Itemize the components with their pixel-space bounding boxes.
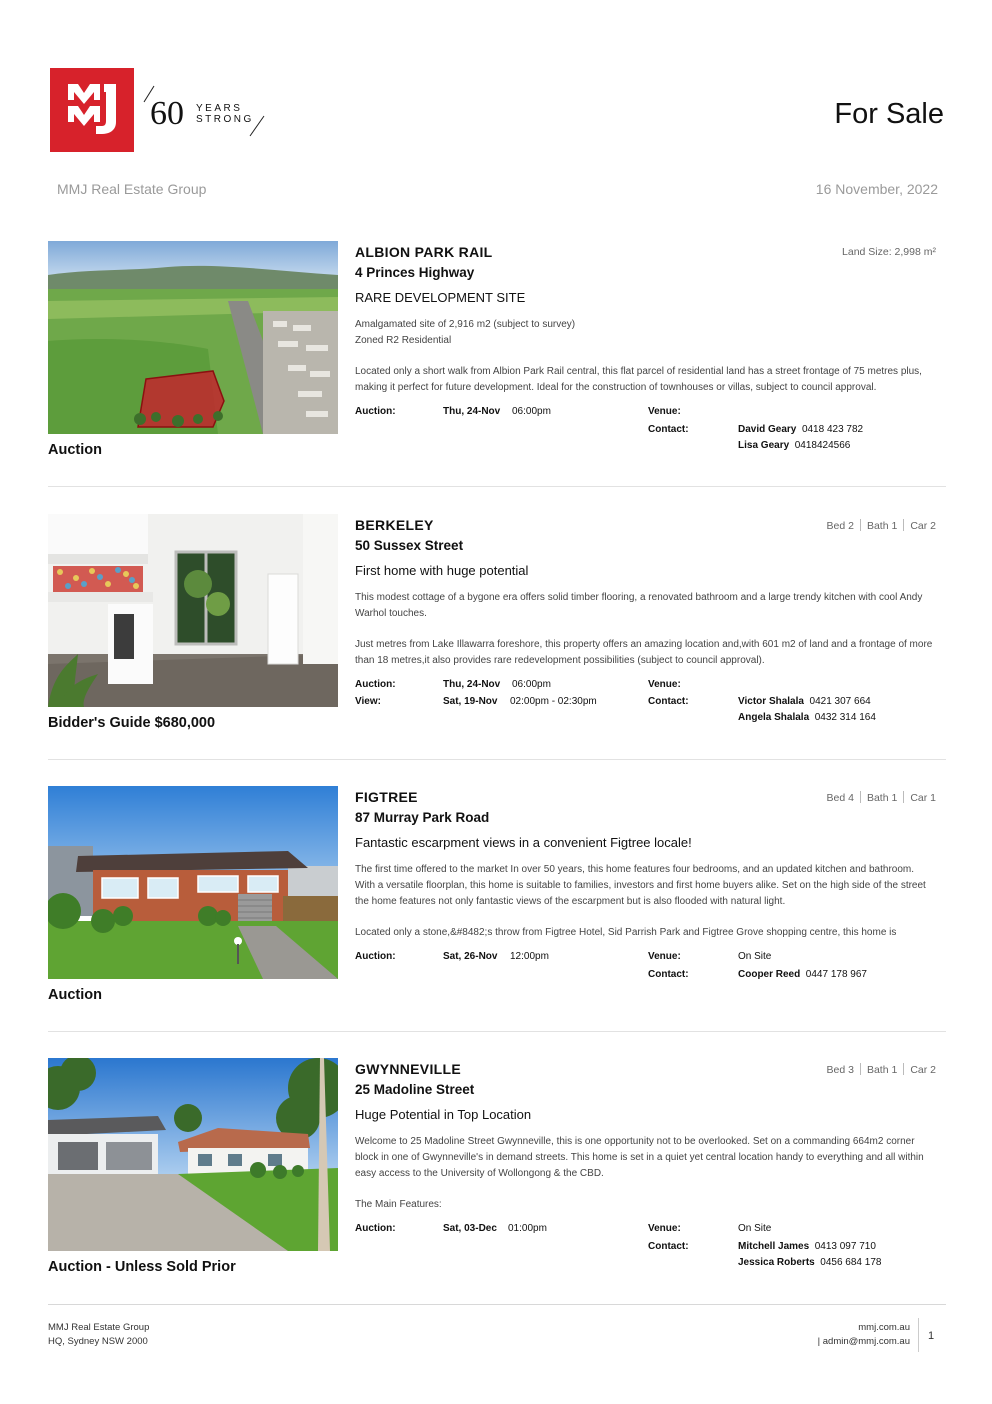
auction-date: Sat, 03-Dec [443, 1223, 497, 1234]
listing-headline: RARE DEVELOPMENT SITE [355, 290, 526, 305]
page-number: 1 [928, 1330, 935, 1342]
bed-count: Bed 3 [826, 1064, 854, 1076]
years-number: 60 [150, 95, 184, 132]
contact-label: Contact: [648, 969, 689, 980]
listing-price: Auction [48, 442, 102, 458]
contact-phone[interactable]: 0456 684 178 [820, 1257, 882, 1268]
car-count: Car 1 [910, 792, 936, 804]
listing-description [355, 317, 936, 396]
contact-name: Angela Shalala [738, 712, 810, 723]
footer-divider [48, 1304, 946, 1305]
contact-item[interactable] [738, 1241, 876, 1252]
footer-location: HQ, Sydney NSW 2000 [48, 1336, 148, 1347]
listing-info [355, 241, 936, 486]
auction-time: 12:00pm [510, 951, 549, 962]
contact-item[interactable] [738, 424, 863, 435]
listing-info [355, 786, 936, 1031]
listing-divider [48, 1031, 946, 1032]
auction-label: Auction: [355, 1223, 396, 1234]
bath-count: Bath 1 [866, 520, 898, 532]
contact-phone[interactable]: 0432 314 164 [814, 712, 876, 723]
desc-paragraph: Located only a stone,&#8482;s throw from Figtree Hotel, Sid Parrish Park and Figtree Grove shopping centre, this home is [355, 927, 897, 939]
listing-headline: Huge Potential in Top Location [355, 1107, 532, 1122]
feature-separator [903, 1063, 904, 1075]
contact-phone[interactable]: 0418424566 [794, 440, 851, 451]
car-count: Car 2 [910, 1064, 936, 1076]
desc-paragraph: This modest cottage of a bygone era offers solid timber flooring, a renovated bathroom and a large trendy kitchen with cool Andy Warhol touches. [355, 592, 923, 619]
auction-time: 06:00pm [512, 679, 551, 690]
mmj-logo [50, 68, 134, 152]
listing-price: Auction [48, 987, 102, 1003]
for-sale-title: For Sale [834, 98, 944, 130]
listing-card[interactable] [48, 241, 946, 486]
contact-name: Lisa Geary [738, 440, 790, 451]
listing-suburb[interactable]: GWYNNEVILLE [355, 1061, 461, 1077]
listing-card[interactable] [48, 514, 946, 759]
mmj-logo-icon [50, 68, 134, 152]
venue-label: Venue: [648, 406, 681, 417]
venue-label: Venue: [648, 1223, 681, 1234]
venue-label: Venue: [648, 679, 681, 690]
venue-value: On Site [738, 951, 772, 962]
listing-description [355, 1134, 936, 1229]
footer-email-link[interactable]: | admin@mmj.com.au [817, 1336, 910, 1347]
contact-item[interactable] [738, 696, 871, 707]
contact-phone[interactable]: 0447 178 967 [805, 969, 867, 980]
auction-date: Sat, 26-Nov [443, 951, 498, 962]
feature-separator [903, 791, 904, 803]
contact-name: Victor Shalala [738, 696, 804, 707]
listing-headline: First home with huge potential [355, 563, 529, 578]
listing-description [355, 862, 936, 957]
listing-street[interactable]: 25 Madoline Street [355, 1082, 475, 1097]
auction-time: 06:00pm [512, 406, 551, 417]
desc-paragraph: Located only a short walk from Albion Park Rail central, this flat parcel of residential land has a street frontage of 75 metres plus, making it perfect for future development. Ideal for the construction of townhouses or villas, subject to council approval. [355, 366, 922, 394]
auction-label: Auction: [355, 951, 396, 962]
listing-info [355, 514, 936, 759]
brand-name: MMJ Real Estate Group [57, 181, 207, 197]
bath-count: Bath 1 [866, 792, 898, 804]
desc-paragraph: Just metres from Lake Illawarra foreshore, this property offers an amazing location and,with 601 m2 of land and a frontage of more than 18 metres,it also provides rare redevelopment possibilities (subject to council approval). [355, 639, 933, 667]
sixty-years-badge [142, 84, 272, 140]
contact-name: David Geary [738, 424, 797, 435]
feature-separator [860, 791, 861, 803]
view-time: 02:00pm - 02:30pm [510, 696, 597, 707]
feature-separator [860, 519, 861, 531]
contact-item[interactable] [738, 1257, 881, 1268]
contact-name: Mitchell James [738, 1241, 810, 1252]
listing-card[interactable] [48, 786, 946, 1031]
listing-suburb[interactable]: FIGTREE [355, 789, 418, 805]
listing-street[interactable]: 50 Sussex Street [355, 538, 464, 553]
contact-phone[interactable]: 0418 423 782 [801, 424, 864, 435]
car-count: Car 2 [910, 520, 936, 532]
contact-name: Jessica Roberts [738, 1257, 815, 1268]
contact-item[interactable] [738, 440, 850, 451]
listing-price: Bidder's Guide $680,000 [48, 715, 216, 731]
listing-headline: Fantastic escarpment views in a convenient Figtree locale! [355, 835, 692, 850]
listing-suburb[interactable]: BERKELEY [355, 517, 434, 533]
bath-count: Bath 1 [866, 1064, 898, 1076]
auction-label: Auction: [355, 679, 396, 690]
years-line2: STRONG [196, 114, 254, 125]
listing-card[interactable] [48, 1058, 946, 1303]
contact-label: Contact: [648, 424, 689, 435]
bed-count: Bed 2 [826, 520, 854, 532]
desc-paragraph: Welcome to 25 Madoline Street Gwynneville, this is one opportunity not to be overlooked. Set on a commanding 664m2 corner block in one of Gwynneville's in demand streets. This home is set in a quiet yet central location handy to everything and all within easy access to the University of Wollongong & the CBD. [355, 1136, 924, 1179]
contact-name: Cooper Reed [738, 969, 801, 980]
listing-price: Auction - Unless Sold Prior [48, 1259, 236, 1275]
desc-paragraph: The Main Features: [355, 1199, 442, 1211]
contact-phone[interactable]: 0413 097 710 [814, 1241, 876, 1252]
contact-item[interactable] [738, 969, 867, 980]
venue-value: On Site [738, 1223, 772, 1234]
brick-house-photo-icon[interactable] [48, 786, 338, 979]
land-size: Land Size: 2,998 m² [842, 246, 936, 258]
contact-label: Contact: [648, 1241, 689, 1252]
footer-website-link[interactable]: mmj.com.au [858, 1322, 910, 1333]
auction-label: Auction: [355, 406, 396, 417]
desc-paragraph: The first time offered to the market In over 50 years, this home features four bedrooms, and an updated kitchen and bathroom. With a versatile floorplan, this home is suitable to families, investors and first home buyers alike. Set on the high side of the street the home features not only fantastic views of the escarpment but is also flooded with natural light. [355, 864, 926, 907]
footer-separator [918, 1318, 919, 1352]
feature-separator [860, 1063, 861, 1075]
listing-divider [48, 486, 946, 487]
listing-info [355, 1058, 936, 1303]
auction-date: Thu, 24-Nov [443, 406, 501, 417]
footer-contact [818, 1321, 910, 1349]
listing-description [355, 590, 936, 685]
property-features [827, 791, 937, 804]
kitchen-photo-icon[interactable] [48, 514, 338, 707]
listing-suburb[interactable]: ALBION PARK RAIL [355, 244, 493, 260]
contact-phone[interactable]: 0421 307 664 [809, 696, 871, 707]
cottage-photo-icon[interactable] [48, 1058, 338, 1251]
listing-street[interactable]: 87 Murray Park Road [355, 810, 490, 825]
contact-label: Contact: [648, 696, 689, 707]
auction-time: 01:00pm [508, 1223, 547, 1234]
footer-company: MMJ Real Estate Group [48, 1322, 150, 1333]
desc-line: Zoned R2 Residential [355, 334, 452, 346]
footer-address [48, 1321, 149, 1349]
aerial-land-photo-icon[interactable] [48, 241, 338, 434]
venue-label: Venue: [648, 951, 681, 962]
desc-line: Amalgamated site of 2,916 m2 (subject to survey) [355, 319, 576, 330]
view-label: View: [355, 696, 381, 707]
bed-count: Bed 4 [826, 792, 854, 804]
report-date: 16 November, 2022 [815, 181, 938, 197]
view-date: Sat, 19-Nov [443, 696, 498, 707]
property-features [827, 1063, 937, 1076]
listing-street[interactable]: 4 Princes Highway [355, 265, 475, 280]
feature-separator [903, 519, 904, 531]
contact-item[interactable] [738, 712, 876, 723]
years-line1: YEARS [196, 103, 243, 114]
auction-date: Thu, 24-Nov [443, 679, 501, 690]
listing-divider [48, 759, 946, 760]
property-features [827, 519, 937, 532]
